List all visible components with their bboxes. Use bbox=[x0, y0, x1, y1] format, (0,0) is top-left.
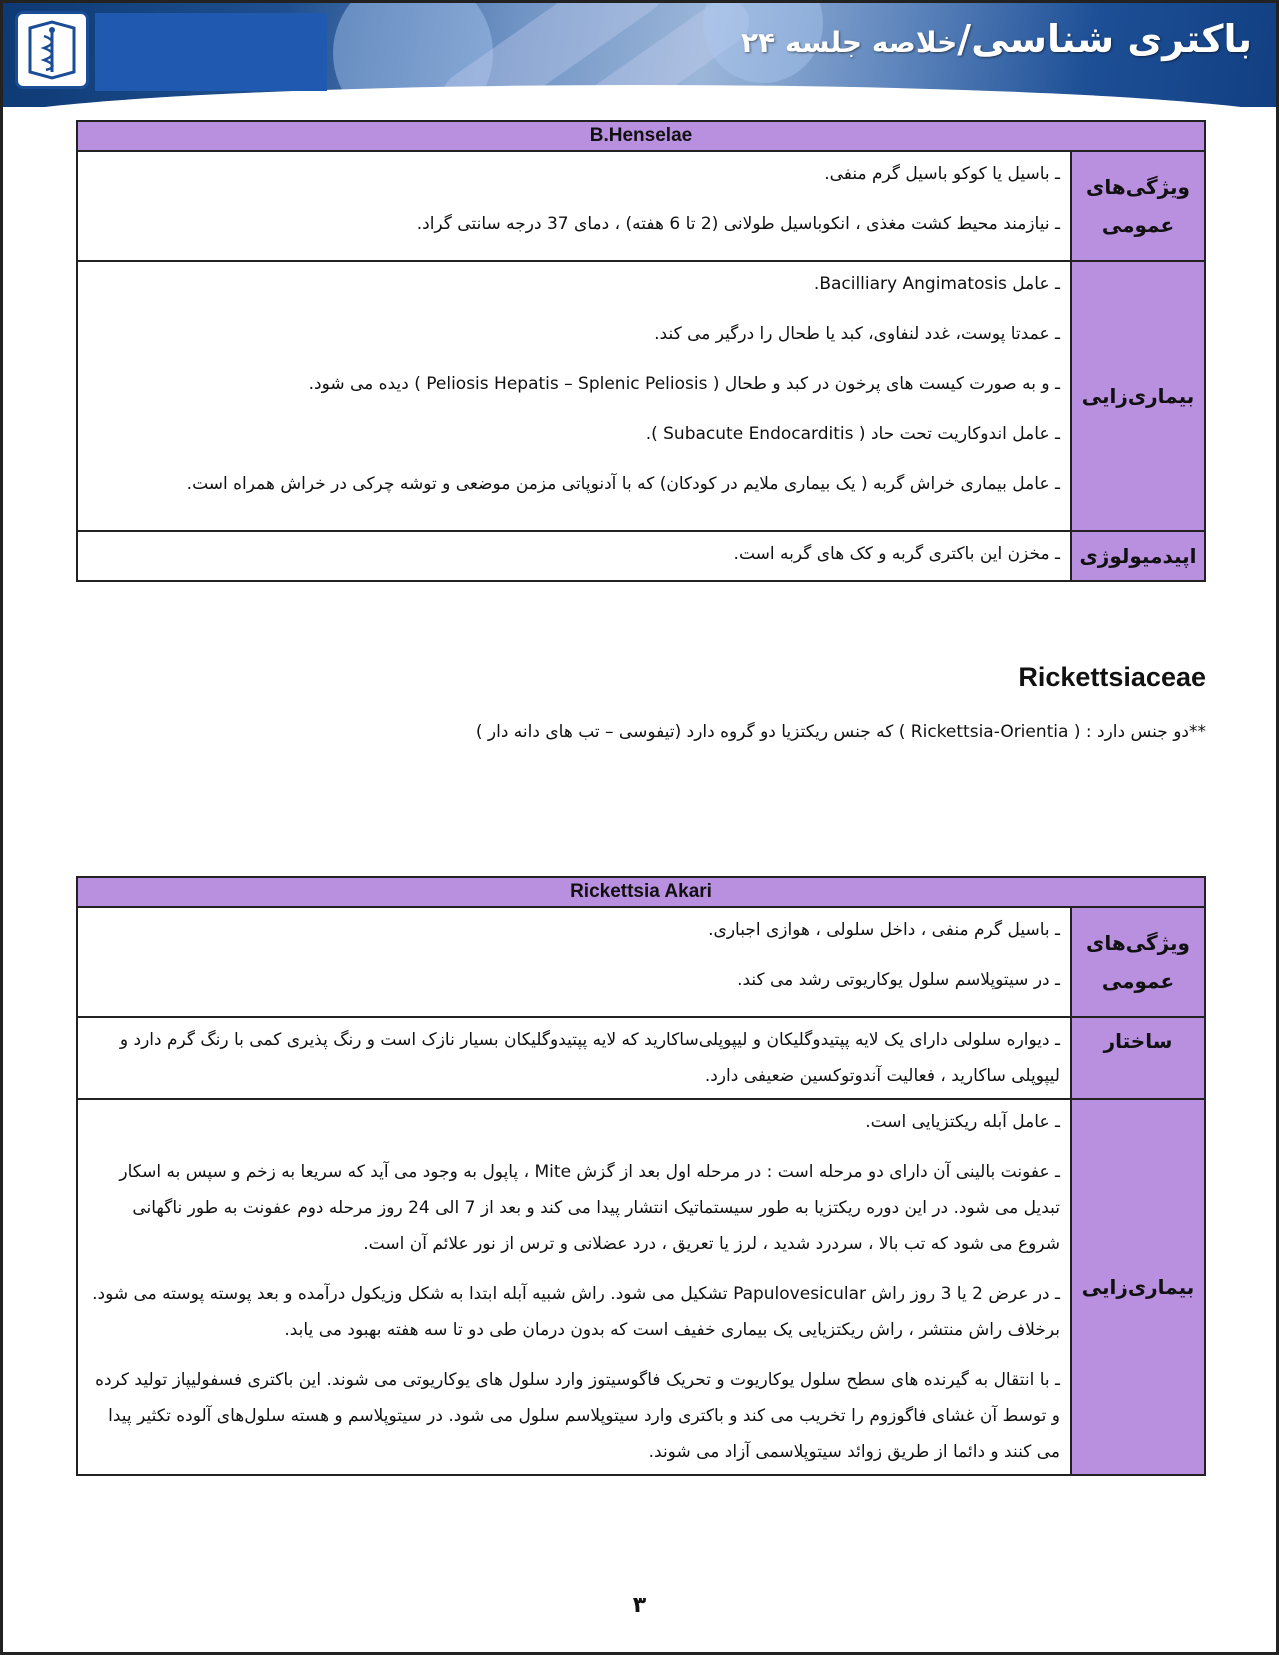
content-line: ـ نیازمند محیط کشت مغذی ، انکوباسیل طولانی (2 تا 6 هفته) ، دمای 37 درجه سانتی گراد. bbox=[416, 214, 1060, 234]
university-logo bbox=[15, 11, 89, 89]
content-line: ـ باسیل یا کوکو باسیل گرم منفی. bbox=[824, 164, 1060, 184]
table-row bbox=[77, 907, 1205, 1017]
row-content-pathogenesis bbox=[77, 261, 1071, 531]
content-line: ـ عامل اندوکاریت تحت حاد ( Subacute Endocarditis ). bbox=[645, 424, 1060, 444]
table-row bbox=[77, 1017, 1205, 1099]
content-line: ـ مخزن این باکتری گربه و کک های گربه است. bbox=[733, 544, 1060, 564]
caduceus-icon bbox=[24, 20, 80, 80]
banner-blue-strip bbox=[95, 13, 327, 91]
content-line: ـ عمدتا پوست، غدد لنفاوی، کبد یا طحال را درگیر می کند. bbox=[654, 324, 1060, 344]
content-line: ـ با انتقال به گیرنده های سطح سلول یوکاریوت و تحریک فاگوسیتوز وارد سلول های یوکاریوتی می شوند. این باکتری فسفولیپاز تولید کرده و توسط آن غشای فاگوزوم را تخریب می کند و باکتری وارد سیتوپلاسم سلول می شود. در سیتوپلاسم و هسته سلول‌های آلوده تکثیر پیدا می کنند و دائما از طریق زوائد سیتوپلاسمی آزاد می شوند. bbox=[95, 1370, 1060, 1462]
content-line: ـ در عرض 2 یا 3 روز راش Papulovesicular تشکیل می شود. راش شبیه آبله ابتدا به شکل وزیکول درآمده و بعد پوسته پوسته می شود. برخلاف راش منتشر ، راش ریکتزیایی یک بیماری خفیف است که بدون درمان طی دو تا سه هفته بهبود می یابد. bbox=[92, 1284, 1060, 1340]
table-row bbox=[77, 1099, 1205, 1475]
content-line: ـ و به صورت کیست های پرخون در کبد و طحال ( Peliosis Hepatis – Splenic Peliosis ) دیده می شود. bbox=[308, 374, 1060, 394]
row-label-pathogenesis: بیماری‌زایی bbox=[1071, 1099, 1205, 1475]
henselae-table bbox=[76, 120, 1206, 582]
row-label-structure: ساختار bbox=[1071, 1017, 1205, 1099]
row-content-general bbox=[77, 907, 1071, 1017]
row-label-pathogenesis: بیماری‌زایی bbox=[1071, 261, 1205, 531]
content-line: ـ در سیتوپلاسم سلول یوکاریوتی رشد می کند. bbox=[737, 970, 1060, 990]
table-row bbox=[77, 151, 1205, 261]
row-content-structure bbox=[77, 1017, 1071, 1099]
row-label-general: ویژگی‌های عمومی bbox=[1071, 907, 1205, 1017]
row-content-epidemiology bbox=[77, 531, 1071, 581]
row-label-general: ویژگی‌های عمومی bbox=[1071, 151, 1205, 261]
akari-table bbox=[76, 876, 1206, 1476]
page-number: ۳ bbox=[632, 1593, 647, 1618]
row-label-epidemiology: اپیدمیولوژی bbox=[1071, 531, 1205, 581]
content-line: ـ دیواره سلولی دارای یک لایه پپتیدوگلیکان و لیپوپلی‌ساکارید که لایه پپتیدوگلیکان بسیار نازک است و رنگ پذیری کمی با رنگ گرم دارد و لیپوپلی ساکارید ، فعالیت آندوتوکسین ضعیفی دارد. bbox=[119, 1030, 1060, 1086]
table-title: B.Henselae bbox=[77, 121, 1205, 151]
content-line: ـ باسیل گرم منفی ، داخل سلولی ، هوازی اجباری. bbox=[708, 920, 1060, 940]
table-row bbox=[77, 261, 1205, 531]
header-banner bbox=[3, 3, 1276, 107]
row-content-general bbox=[77, 151, 1071, 261]
content-line: ـ عامل آبله ریکتزیایی است. bbox=[865, 1112, 1060, 1132]
content-line: ـ عامل Bacilliary Angimatosis. bbox=[813, 274, 1060, 294]
content-line: ـ عامل بیماری خراش گربه ( یک بیماری ملایم در کودکان) که با آدنوپاتی مزمن موضعی و توشه چرکی در خراش همراه است. bbox=[186, 474, 1060, 494]
section-heading: Rickettsiaceae bbox=[1018, 662, 1206, 692]
header-title-main: باکتری شناسی bbox=[971, 17, 1252, 61]
content-line: ـ عفونت بالینی آن دارای دو مرحله است : در مرحله اول بعد از گزش Mite ، پاپول به وجود می آید که سریعا به زخم و سپس به اسکار تبدیل می شود. در این دوره ریکتزیا به طور سیستماتیک انتشار پیدا می کند و بعد از 7 الی 24 روز مرحله دوم عفونت به طور ناگهانی شروع می شود که تب بالا ، سردرد شدید ، لرز یا تعریق ، درد عضلانی و ترس از نور علائم آن است. bbox=[119, 1162, 1060, 1254]
header-title-sub: خلاصه جلسه ۲۴ bbox=[741, 26, 958, 59]
table-row bbox=[77, 531, 1205, 581]
page-header-title bbox=[741, 17, 1252, 61]
table-title: Rickettsia Akari bbox=[77, 877, 1205, 907]
row-content-pathogenesis bbox=[77, 1099, 1071, 1475]
section-note: **دو جنس دارد : ( Rickettsia-Orientia ) که جنس ریکتزیا دو گروه دارد (تیفوسی – تب های دانه دار ) bbox=[475, 722, 1206, 742]
header-title-separator: / bbox=[957, 17, 972, 61]
